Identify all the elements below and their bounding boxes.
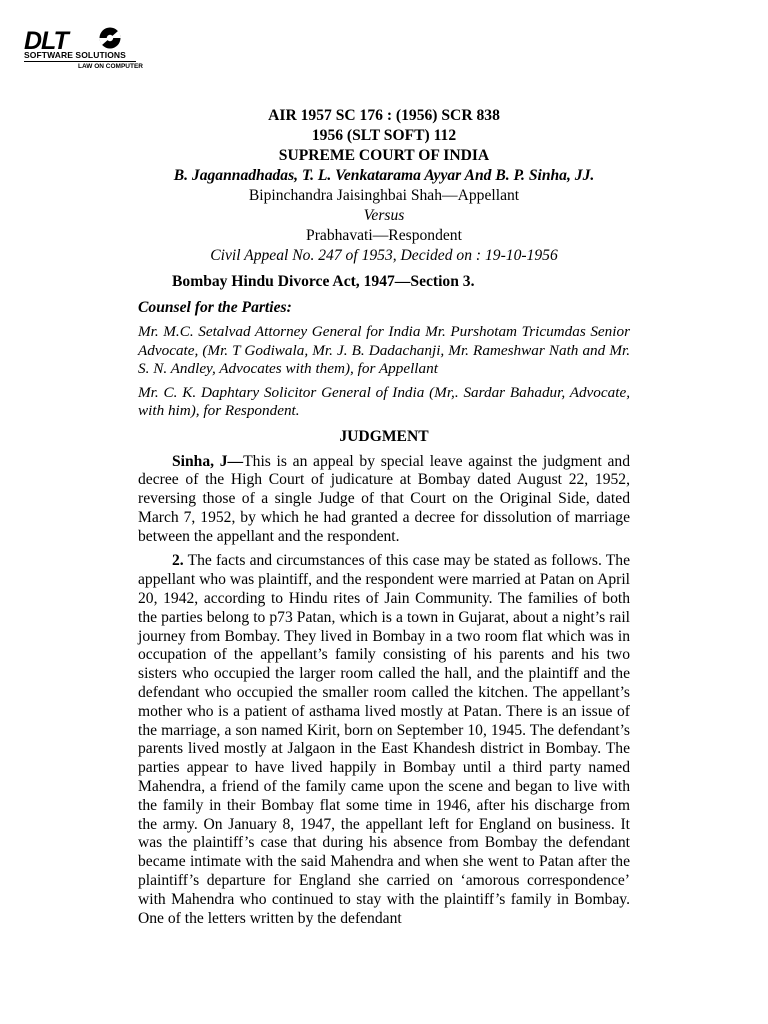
- counsel-heading: Counsel for the Parties:: [138, 299, 292, 316]
- counsel-appellant: Mr. M.C. Setalvad Attorney General for India Mr. Purshotam Tricumdas Senior Advocate, (Mr. T Godiwala, Mr. J. B. Dadachanji, Mr. Rameshwar Nath and Mr. S. N. Andley, Advocates with them), for Appellant: [138, 323, 630, 377]
- court-name: SUPREME COURT OF INDIA: [278, 147, 490, 164]
- judges-line: B. Jagannadhadas, T. L. Venkatarama Ayyar And B. P. Sinha, JJ.: [173, 167, 595, 184]
- act-reference: Bombay Hindu Divorce Act, 1947—Section 3.: [172, 273, 475, 290]
- case-number-line: Civil Appeal No. 247 of 1953, Decided on : 19-10-1956: [210, 247, 558, 264]
- judgment-heading: JUDGMENT: [339, 427, 429, 445]
- counsel-respondent: Mr. C. K. Daphtary Solicitor General of India (Mr,. Sardar Bahadur, Advocate, with him), for Respondent.: [138, 383, 630, 419]
- paragraph-1-text: This is an appeal by special leave against the judgment and decree of the High Court of judicature at Bombay dated August 22, 1952, reversing those of a single Judge of that Court on the Original Side, dated March 7, 1952, by which he had granted a decree for dissolution of marriage between the appellant and the respondent.: [138, 452, 631, 545]
- paragraph-1-lead: Sinha, J—: [172, 452, 244, 470]
- judgment-paragraph-1: [138, 453, 630, 547]
- logo-tagline: SOFTWARE SOLUTIONS: [24, 50, 126, 60]
- citation-1: AIR 1957 SC 176 : (1956) SCR 838: [268, 107, 500, 124]
- citation-2: 1956 (SLT SOFT) 112: [311, 127, 457, 144]
- document-page: [138, 104, 630, 928]
- dlt-logo: [22, 26, 152, 76]
- versus-line: Versus: [363, 207, 405, 224]
- paragraph-2-text: The facts and circumstances of this case may be stated as follows. The appellant who was plaintiff, and the respondent were married at Patan on April 20, 1942, according to Hindu rites of Jain Community. The families of both the parties belong to p73 Patan, which is a town in Gujarat, about a night’s rail journey from Bombay. They lived in Bombay in a two room flat which was in occupation of the appellant’s family consisting of his parents and his two sisters who occupied the larger room called the hall, and the plaintiff and the defendant who occupied the smaller room called the kitchen. The appellant’s mother who is a patient of asthama lived mostly at Patan. There is an issue of the marriage, a son named Kirit, born on September 10, 1945. The defendant’s parents lived mostly at Jalgaon in the East Khandesh district in Bombay. The parties appear to have lived happily in Bombay until a third party named Mahendra, a friend of the family came upon the scene and began to live with the family in their Bombay flat some time in 1946, after his discharge from the army. On January 8, 1947, the appellant left for England on business. It was the plaintiff’s case that during his absence from Bombay the defendant became intimate with the said Mahendra and when she went to Patan after the plaintiff’s departure for England she carried on ‘amorous correspondence’ with Mahendra who continued to stay with the plaintiff’s family in Bombay. One of the letters written by the defendant: [138, 552, 630, 927]
- appellant-line: Bipinchandra Jaisinghbai Shah—Appellant: [248, 187, 520, 204]
- logo-brand: DLT: [24, 27, 68, 55]
- paragraph-2-number: 2.: [172, 552, 184, 570]
- logo-subtagline: LAW ON COMPUTER: [78, 63, 143, 70]
- respondent-line: Prabhavati—Respondent: [306, 227, 462, 244]
- logo-rule: [24, 61, 136, 62]
- judgment-paragraph-2: [138, 552, 630, 928]
- disc-icon: [97, 26, 123, 50]
